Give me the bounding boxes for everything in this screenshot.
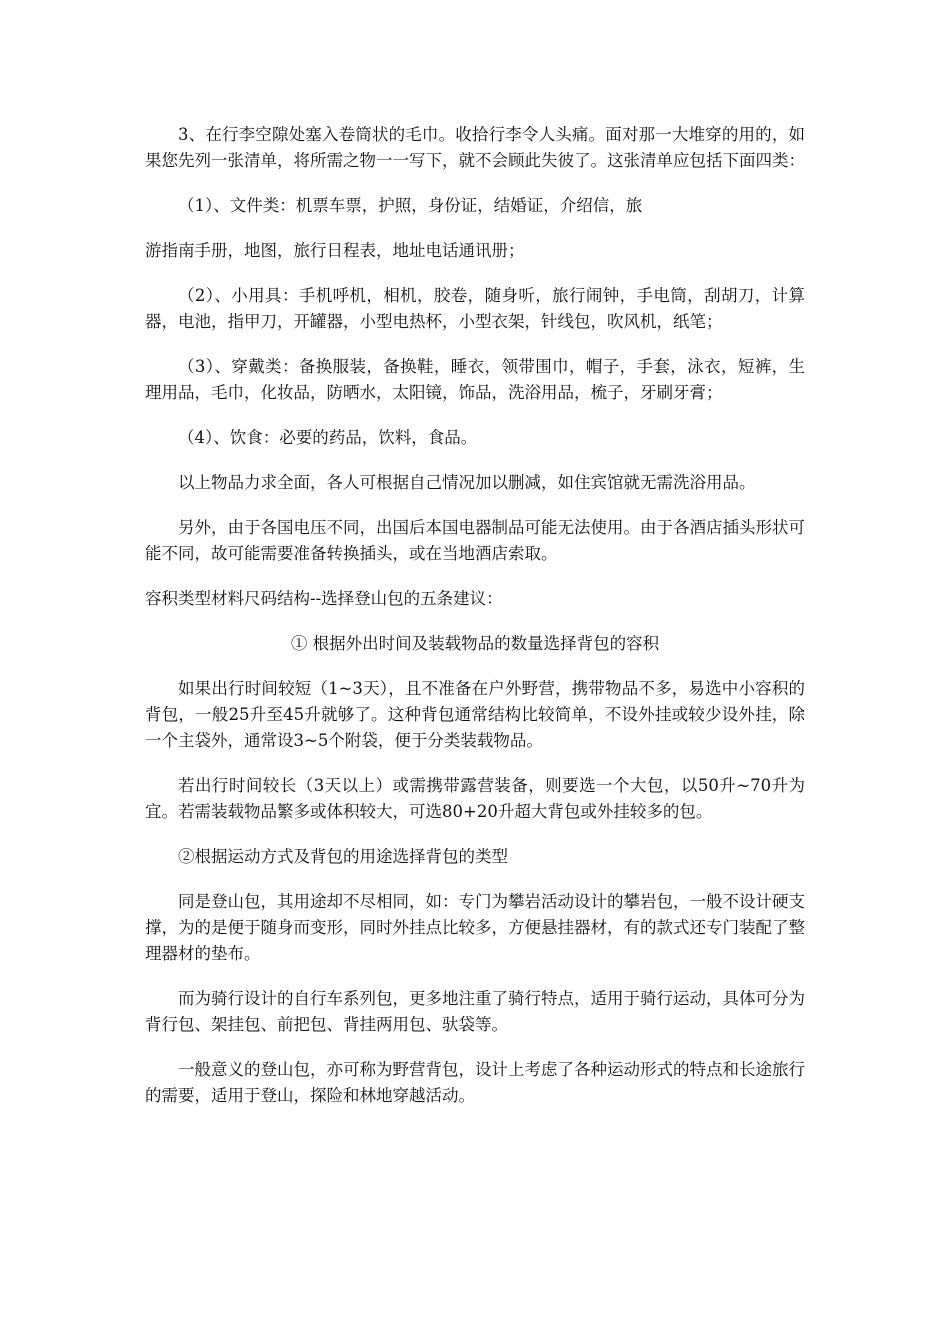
subheading-capacity: ① 根据外出时间及装载物品的数量选择背包的容积: [290, 634, 660, 653]
subheading-type: ②根据运动方式及背包的用途选择背包的类型: [178, 847, 508, 866]
document-body: [145, 122, 805, 1128]
paragraph-cycling-pack: 而为骑行设计的自行车系列包，更多地注重了骑行特点，适用于骑行运动，具体可分为背行包、架挂包、前把包、背挂两用包、驮袋等。: [145, 989, 805, 1034]
paragraph-hiking-pack: 一般意义的登山包，亦可称为野营背包，设计上考虑了各种运动形式的特点和长途旅行的需要，适用于登山，探险和林地穿越活动。: [145, 1060, 805, 1105]
paragraph-adjust-items: 以上物品力求全面，各人可根据自己情况加以删减，如住宾馆就无需洗浴用品。: [178, 473, 756, 492]
paragraph-documents-list-start: （1）、文件类：机票车票，护照，身份证，结婚证，介绍信，旅: [178, 196, 643, 215]
paragraph-climbing-pack: 同是登山包，其用途却不尽相同，如：专门为攀岩活动设计的攀岩包，一般不设计硬支撑，为的是便于随身而变形，同时外挂点比较多，方便悬挂器材，有的款式还专门装配了整理器材的垫布。: [145, 892, 805, 963]
paragraph-clothing: （3）、穿戴类：备换服装，备换鞋，睡衣，领带围巾，帽子，手套，泳衣，短裤，生理用品，毛巾，化妆品，防晒水，太阳镜，饰品，洗浴用品，梳子，牙刷牙膏；: [145, 357, 805, 402]
paragraph-long-trip: 若出行时间较长（3天以上）或需携带露营装备，则要选一个大包，以50升~70升为宜。若需装载物品繁多或体积较大，可选80+20升超大背包或外挂较多的包。: [145, 776, 805, 821]
paragraph-documents-list-end: 游指南手册，地图，旅行日程表，地址电话通讯册；: [145, 241, 525, 260]
paragraph-voltage-plugs: 另外，由于各国电压不同，出国后本国电器制品可能无法使用。由于各酒店插头形状可能不同，故可能需要准备转换插头，或在当地酒店索取。: [145, 518, 805, 563]
paragraph-short-trip: 如果出行时间较短（1~3天），且不准备在户外野营，携带物品不多，易选中小容积的背包，一般25升至45升就够了。这种背包通常结构比较简单，不设外挂或较少设外挂，除一个主袋外，通常设3~5个附袋，便于分类装载物品。: [145, 679, 805, 750]
paragraph-food: （4）、饮食：必要的药品，饮料，食品。: [178, 428, 478, 447]
section-heading-backpack-tips: 容积类型材料尺码结构--选择登山包的五条建议：: [145, 589, 503, 608]
paragraph-packing-tips: 3、在行李空隙处塞入卷筒状的毛巾。收拾行李令人头痛。面对那一大堆穿的用的，如果您先列一张清单，将所需之物一一写下，就不会顾此失彼了。这张清单应包括下面四类：: [145, 125, 805, 170]
paragraph-small-tools: （2）、小用具：手机呼机，相机，胶卷，随身听，旅行闹钟，手电筒，刮胡刀，计算器，电池，指甲刀，开罐器，小型电热杯，小型衣架，针线包，吹风机，纸笔；: [145, 286, 805, 331]
